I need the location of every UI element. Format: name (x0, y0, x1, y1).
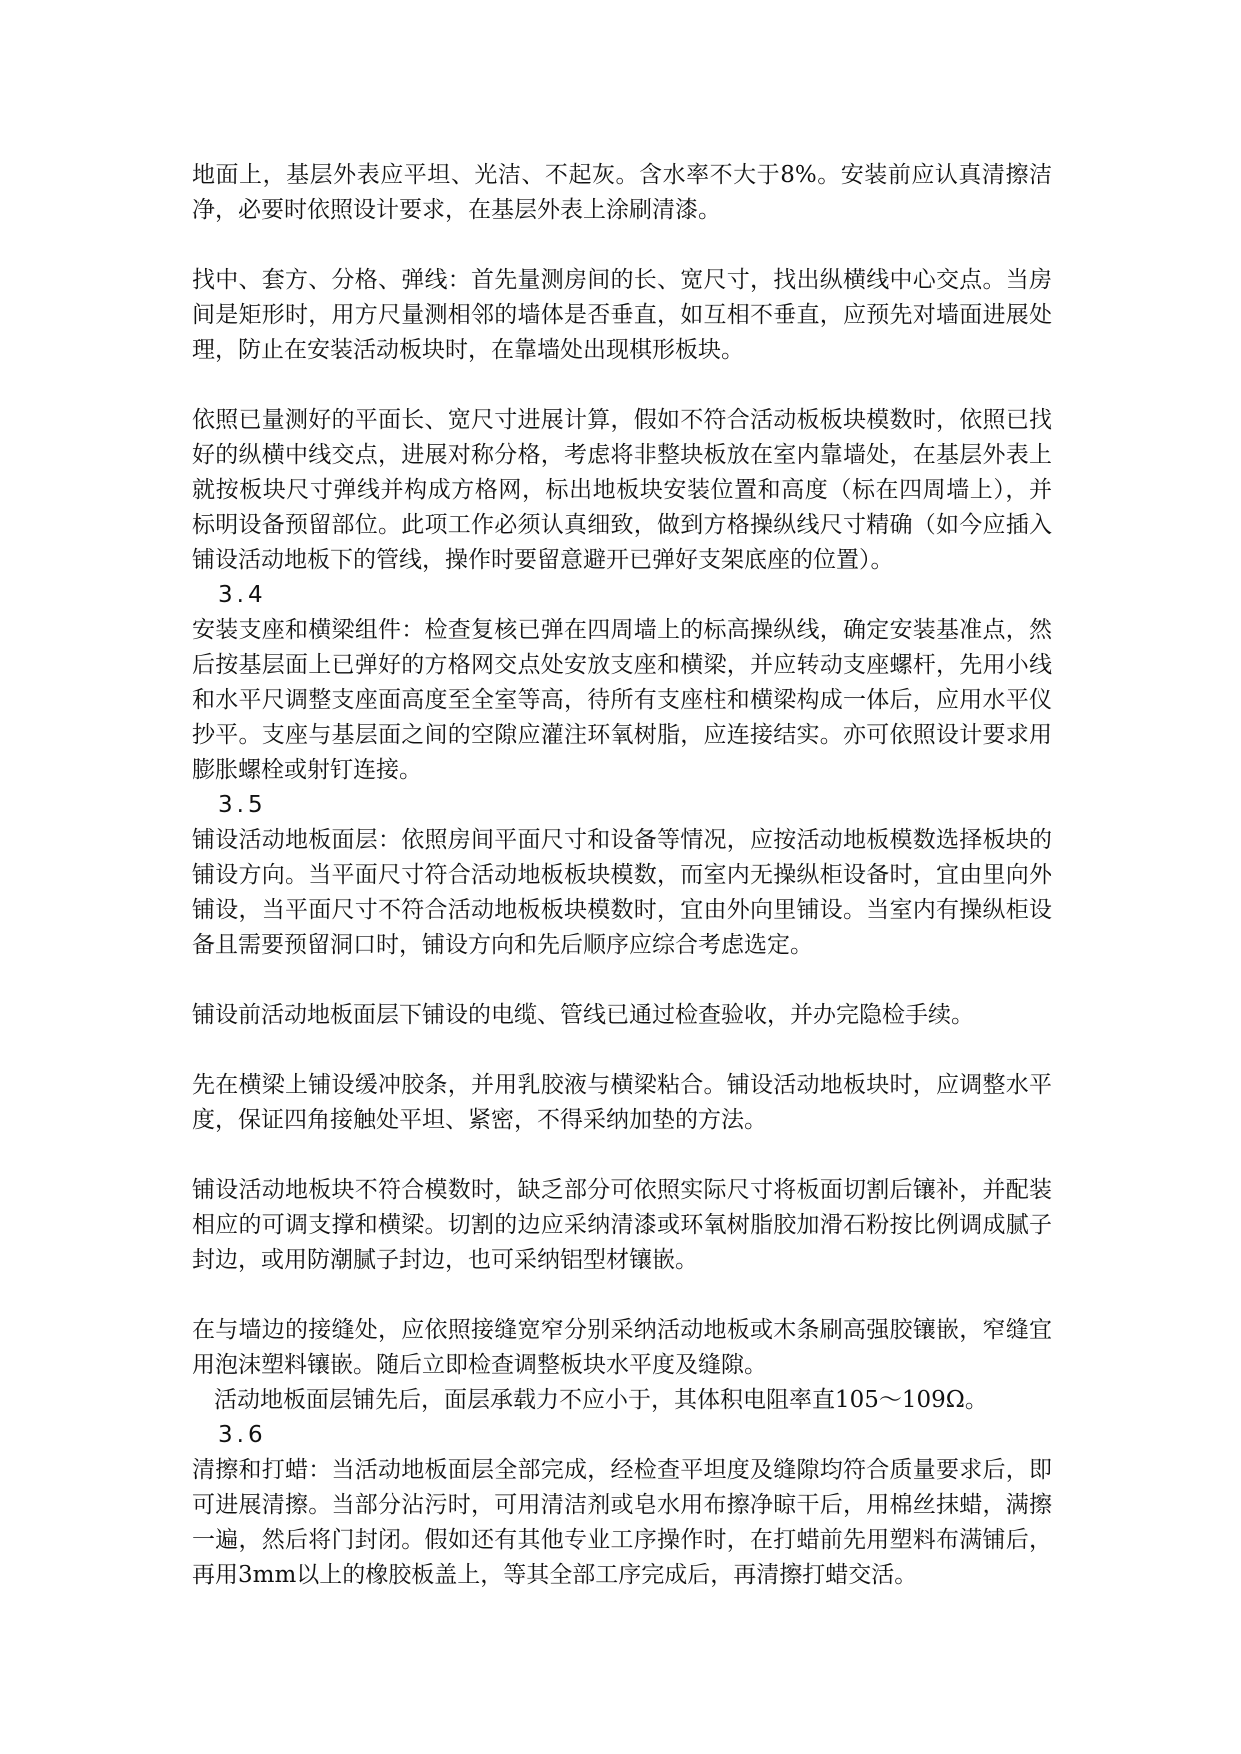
paragraph-floor-laying: 铺设活动地板面层：依照房间平面尺寸和设备等情况，应按活动地板模数选择板块的铺设方向。当平面尺寸符合活动地板板块模数，而室内无操纵柜设备时，宜由里向外铺设，当平面尺寸不符合活动地板板块模数时，宜由外向里铺设。当室内有操纵柜设备且需要预留洞口时，铺设方向和先后顺序应综合考虑选定。 (192, 827, 1052, 958)
paragraph-cable-inspection: 铺设前活动地板面层下铺设的电缆、管线已通过检查验收，并办完隐检手续。 (192, 1002, 974, 1028)
paragraph-layout-marking: 找中、套方、分格、弹线：首先量测房间的长、宽尺寸，找出纵横线中心交点。当房间是矩形时，用方尺量测相邻的墙体是否垂直，如互相不垂直，应预先对墙面进展处理，防止在安装活动板块时，在靠墙处出现棋形板块。 (192, 267, 1052, 363)
paragraph-wall-joints: 在与墙边的接缝处，应依照接缝宽窄分别采纳活动地板或木条刷高强胶镶嵌，窄缝宜用泡沫塑料镶嵌。随后立即检查调整板块水平度及缝隙。 (192, 1317, 1052, 1378)
paragraph-support-installation: 安装支座和横梁组件：检查复核已弹在四周墙上的标高操纵线，确定安装基准点，然后按基层面上已弹好的方格网交点处安放支座和横梁，并应转动支座螺杆，先用小线和水平尺调整支座面高度至全室等高，待所有支座柱和横梁构成一体后，应用水平仪抄平。支座与基层面之间的空隙应灌注环氧树脂，应连接结实。亦可依照设计要求用膨胀螺栓或射钉连接。 (192, 617, 1052, 783)
paragraph-gap (192, 963, 1052, 998)
document-page (192, 158, 1052, 1593)
paragraph-gap (192, 1138, 1052, 1173)
paragraph-grid-calculation: 依照已量测好的平面长、宽尺寸进展计算，假如不符合活动板板块模数时，依照已找好的纵横中线交点，进展对称分格，考虑将非整块板放在室内靠墙处，在基层外表上就按板块尺寸弹线并构成方格网，标出地板块安装位置和高度（标在四周墙上），并标明设备预留部位。此项工作必须认真细致，做到方格操纵线尺寸精确（如今应插入铺设活动地板下的管线，操作时要留意避开已弹好支架底座的位置）。 (192, 407, 1052, 573)
paragraph-cleaning-waxing: 清擦和打蜡：当活动地板面层全部完成，经检查平坦度及缝隙均符合质量要求后，即可进展清擦。当部分沾污时，可用清洁剂或皂水用布擦净晾干后，用棉丝抹蜡，满擦一遍，然后将门封闭。假如还有其他专业工序操作时，在打蜡前先用塑料布满铺后，再用3mm以上的橡胶板盖上，等其全部工序完成后，再清擦打蜡交活。 (192, 1457, 1052, 1588)
paragraph-buffer-strip: 先在横梁上铺设缓冲胶条，并用乳胶液与横梁粘合。铺设活动地板块时，应调整水平度，保证四角接触处平坦、紧密，不得采纳加垫的方法。 (192, 1072, 1052, 1133)
section-number-3-4: 3.4 (218, 582, 267, 608)
paragraph-gap (192, 368, 1052, 403)
section-number-3-6: 3.6 (218, 1422, 267, 1448)
section-number-3-5: 3.5 (218, 792, 267, 818)
paragraph-gap (192, 1278, 1052, 1313)
paragraph-gap (192, 1033, 1052, 1068)
paragraph-gap (192, 228, 1052, 263)
paragraph-cutting-edges: 铺设活动地板块不符合模数时，缺乏部分可依照实际尺寸将板面切割后镶补，并配装相应的可调支撑和横梁。切割的边应采纳清漆或环氧树脂胶加滑石粉按比例调成腻子封边，或用防潮腻子封边，也可采纳铝型材镶嵌。 (192, 1177, 1052, 1273)
paragraph-base-surface: 地面上，基层外表应平坦、光洁、不起灰。含水率不大于8%。安装前应认真清擦洁净，必要时依照设计要求，在基层外表上涂刷清漆。 (192, 162, 1052, 223)
paragraph-load-resistance: 活动地板面层铺先后，面层承载力不应小于，其体积电阻率直105～109Ω。 (214, 1387, 988, 1413)
